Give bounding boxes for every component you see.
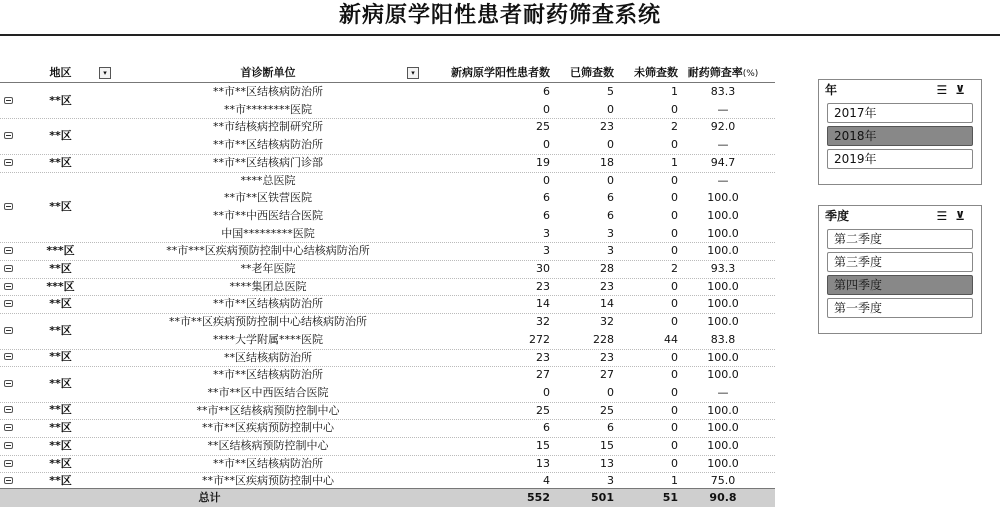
table-row xyxy=(0,349,775,367)
cell-patients: 6 xyxy=(543,191,550,205)
table-row xyxy=(0,455,775,473)
header-screened: 已筛查数 xyxy=(570,66,614,79)
cell-unscreened: 0 xyxy=(671,208,678,222)
region-label: **区 xyxy=(49,199,72,213)
total-screened: 501 xyxy=(591,491,614,504)
cell-screened: 0 xyxy=(607,138,614,152)
table-row xyxy=(0,366,775,384)
cell-screened: 0 xyxy=(607,173,614,187)
cell-patients: 6 xyxy=(543,421,550,435)
cell-unscreened: 44 xyxy=(664,332,678,346)
cell-rate: 100.0 xyxy=(707,368,739,382)
cell-unscreened: 0 xyxy=(671,279,678,293)
region-label: **区 xyxy=(49,403,72,417)
region-label: ***区 xyxy=(46,279,75,293)
quarter-slicer-item[interactable]: 第二季度 xyxy=(827,229,973,249)
unit-filter-button[interactable]: ▾ xyxy=(407,67,419,79)
cell-unscreened: 0 xyxy=(671,315,678,329)
quarter-slicer-title: 季度 xyxy=(825,209,850,223)
cell-rate: 100.0 xyxy=(707,297,739,311)
quarter-slicer-item[interactable]: 第一季度 xyxy=(827,298,973,318)
region-label: **区 xyxy=(49,155,72,169)
cell-rate: 93.3 xyxy=(710,262,736,275)
table-row xyxy=(0,189,775,207)
pivot-table xyxy=(0,64,775,488)
collapse-group-button[interactable] xyxy=(4,265,13,272)
multi-select-icon[interactable]: ☰ xyxy=(936,209,956,223)
cell-screened: 6 xyxy=(607,191,614,205)
collapse-group-button[interactable] xyxy=(4,424,13,431)
cell-unscreened: 0 xyxy=(671,456,678,470)
cell-rate: — xyxy=(717,138,729,152)
cell-rate: 100.0 xyxy=(707,350,739,364)
region-label: **区 xyxy=(49,297,72,311)
collapse-group-button[interactable] xyxy=(4,380,13,387)
region-label: **区 xyxy=(49,376,72,390)
table-row xyxy=(0,402,775,420)
cell-rate: — xyxy=(717,173,729,187)
cell-rate: 100.0 xyxy=(707,456,739,470)
cell-screened: 13 xyxy=(600,456,614,470)
cell-unit: **市**区疾病预防控制中心 xyxy=(202,474,334,488)
cell-unit: **市**区结核病门诊部 xyxy=(213,155,323,169)
cell-patients: 3 xyxy=(543,226,550,240)
region-label: **区 xyxy=(49,421,72,435)
cell-patients: 25 xyxy=(536,403,550,417)
cell-patients: 272 xyxy=(529,332,550,346)
total-label: 总计 xyxy=(198,491,221,504)
cell-screened: 32 xyxy=(600,315,614,329)
table-row xyxy=(0,331,775,349)
cell-patients: 32 xyxy=(536,315,550,329)
cell-unscreened: 0 xyxy=(671,350,678,364)
cell-unit: **区结核病防治所 xyxy=(224,350,312,364)
cell-patients: 6 xyxy=(543,208,550,222)
cell-unit: **市**区结核病防治所 xyxy=(213,138,323,152)
header-region: 地区 xyxy=(49,66,72,79)
table-row xyxy=(0,384,775,402)
header-patients: 新病原学阳性患者数 xyxy=(451,66,550,79)
table-row xyxy=(0,207,775,225)
cell-unit: **市**区结核病防治所 xyxy=(213,456,323,470)
cell-unit: **市**区结核病防治所 xyxy=(213,368,323,382)
cell-patients: 19 xyxy=(536,155,550,169)
cell-unit: **市********医院 xyxy=(224,102,312,116)
region-label: **区 xyxy=(49,323,72,337)
cell-unscreened: 0 xyxy=(671,385,678,399)
cell-unit: **市结核病控制研究所 xyxy=(213,120,323,134)
cell-unscreened: 0 xyxy=(671,421,678,435)
table-row xyxy=(0,242,775,260)
table-row xyxy=(0,101,775,119)
cell-screened: 6 xyxy=(607,421,614,435)
cell-unscreened: 0 xyxy=(671,138,678,152)
cell-rate: 100.0 xyxy=(707,191,739,205)
year-slicer-title: 年 xyxy=(825,83,838,97)
cell-screened: 27 xyxy=(600,368,614,382)
cell-rate: — xyxy=(717,385,729,399)
cell-screened: 23 xyxy=(600,350,614,364)
cell-unit: **市**区疾病预防控制中心结核病防治所 xyxy=(169,315,367,329)
total-rate: 90.8 xyxy=(709,491,737,504)
cell-screened: 14 xyxy=(600,297,614,311)
cell-screened: 18 xyxy=(600,155,614,169)
collapse-group-button[interactable] xyxy=(4,460,13,467)
quarter-slicer-header xyxy=(819,206,981,226)
table-row xyxy=(0,225,775,243)
cell-screened: 15 xyxy=(600,439,614,452)
collapse-group-button[interactable] xyxy=(4,477,13,484)
collapse-group-button[interactable] xyxy=(4,300,13,307)
table-row xyxy=(0,278,775,296)
cell-patients: 13 xyxy=(536,456,550,470)
cell-rate: 100.0 xyxy=(707,439,739,452)
quarter-slicer-item[interactable]: 第三季度 xyxy=(827,252,973,272)
region-label: **区 xyxy=(49,261,72,275)
cell-unit: **老年医院 xyxy=(240,262,296,275)
cell-patients: 23 xyxy=(536,350,550,364)
cell-screened: 3 xyxy=(607,474,614,488)
cell-rate: 83.8 xyxy=(710,332,736,346)
cell-patients: 0 xyxy=(543,102,550,116)
table-row xyxy=(0,118,775,136)
cell-unscreened: 0 xyxy=(671,403,678,417)
cell-screened: 5 xyxy=(607,85,614,98)
cell-patients: 0 xyxy=(543,173,550,187)
cell-rate: 94.7 xyxy=(710,155,736,169)
cell-unscreened: 1 xyxy=(671,85,678,98)
cell-screened: 228 xyxy=(593,332,614,346)
cell-unscreened: 0 xyxy=(671,297,678,311)
cell-unscreened: 0 xyxy=(671,244,678,258)
table-row xyxy=(0,313,775,331)
cell-unit: **市**区中西医结合医院 xyxy=(207,385,329,399)
table-row xyxy=(0,172,775,190)
total-unscreened: 51 xyxy=(662,491,678,504)
total-row xyxy=(0,488,775,507)
collapse-group-button[interactable] xyxy=(4,159,13,166)
cell-screened: 3 xyxy=(607,244,614,258)
collapse-group-button[interactable] xyxy=(4,327,13,334)
cell-screened: 25 xyxy=(600,403,614,417)
region-label: **区 xyxy=(49,438,72,452)
cell-rate: 100.0 xyxy=(707,279,739,293)
region-label: **区 xyxy=(49,350,72,364)
cell-patients: 25 xyxy=(536,120,550,134)
region-label: **区 xyxy=(49,129,72,143)
cell-rate: 100.0 xyxy=(707,403,739,417)
cell-unit: **区结核病预防控制中心 xyxy=(207,439,329,452)
header-unit: 首诊断单位 xyxy=(240,66,296,79)
cell-unit: **市**区疾病预防控制中心 xyxy=(202,421,334,435)
year-slicer-item[interactable]: 2017年 xyxy=(827,103,973,123)
cell-patients: 30 xyxy=(536,262,550,275)
table-row xyxy=(0,154,775,172)
cell-unit: **市**区结核病防治所 xyxy=(213,297,323,311)
region-label: ***区 xyxy=(46,244,75,258)
table-row xyxy=(0,136,775,154)
cell-rate: 83.3 xyxy=(710,85,736,98)
cell-patients: 0 xyxy=(543,138,550,152)
cell-patients: 15 xyxy=(536,439,550,452)
cell-unit: **市**中西医结合医院 xyxy=(213,208,323,222)
title-divider xyxy=(0,34,1000,36)
collapse-group-button[interactable] xyxy=(4,406,13,413)
cell-patients: 27 xyxy=(536,368,550,382)
multi-select-icon[interactable]: ☰ xyxy=(936,83,956,97)
cell-patients: 0 xyxy=(543,385,550,399)
cell-unit: **市**区铁营医院 xyxy=(224,191,312,205)
pivot-header-row xyxy=(0,64,775,83)
cell-patients: 14 xyxy=(536,297,550,311)
year-slicer-items xyxy=(819,103,981,169)
cell-rate: 100.0 xyxy=(707,244,739,258)
cell-rate: 100.0 xyxy=(707,315,739,329)
cell-rate: 100.0 xyxy=(707,226,739,240)
page-title: 新病原学阳性患者耐药筛查系统 xyxy=(338,2,661,28)
cell-rate: — xyxy=(717,102,729,116)
year-slicer xyxy=(818,79,982,185)
cell-unscreened: 1 xyxy=(671,474,678,488)
cell-unit: **市**区结核病预防控制中心 xyxy=(196,403,340,417)
cell-unscreened: 0 xyxy=(671,226,678,240)
cell-unit: ****总医院 xyxy=(240,173,296,187)
cell-rate: 100.0 xyxy=(707,421,739,435)
collapse-group-button[interactable] xyxy=(4,97,13,104)
cell-rate: 100.0 xyxy=(707,208,739,222)
quarter-slicer xyxy=(818,205,982,334)
cell-unit: ****集团总医院 xyxy=(229,279,307,293)
header-unscreened: 未筛查数 xyxy=(634,66,678,79)
header-rate-label: 耐药筛查率 xyxy=(687,66,743,79)
table-row xyxy=(0,83,775,101)
year-slicer-icons xyxy=(936,80,973,100)
cell-unit: ****大学附属****医院 xyxy=(213,332,323,346)
cell-unscreened: 0 xyxy=(671,102,678,116)
table-row xyxy=(0,260,775,278)
region-filter-button[interactable]: ▾ xyxy=(99,67,111,79)
cell-patients: 4 xyxy=(543,474,550,488)
collapse-group-button[interactable] xyxy=(4,353,13,360)
cell-patients: 23 xyxy=(536,279,550,293)
collapse-group-button[interactable] xyxy=(4,283,13,290)
cell-rate: 75.0 xyxy=(710,474,736,488)
cell-screened: 0 xyxy=(607,102,614,116)
clear-filter-icon[interactable]: ⊻ xyxy=(955,209,973,223)
cell-unscreened: 0 xyxy=(671,173,678,187)
table-row xyxy=(0,419,775,437)
cell-screened: 3 xyxy=(607,226,614,240)
collapse-group-button[interactable] xyxy=(4,442,13,449)
cell-unscreened: 2 xyxy=(671,262,678,275)
year-slicer-item[interactable]: 2019年 xyxy=(827,149,973,169)
quarter-slicer-items xyxy=(819,229,981,318)
total-patients: 552 xyxy=(527,491,550,504)
region-label: **区 xyxy=(49,456,72,470)
collapse-group-button[interactable] xyxy=(4,132,13,139)
cell-unscreened: 2 xyxy=(671,120,678,134)
cell-unscreened: 1 xyxy=(671,155,678,169)
cell-unscreened: 0 xyxy=(671,191,678,205)
region-label: **区 xyxy=(49,474,72,488)
cell-screened: 0 xyxy=(607,385,614,399)
cell-unit: 中国*********医院 xyxy=(221,226,315,240)
cell-rate: 92.0 xyxy=(710,120,736,134)
cell-unit: **市***区疾病预防控制中心结核病防治所 xyxy=(166,244,370,258)
header-rate xyxy=(678,64,768,83)
region-label: **区 xyxy=(49,93,72,107)
year-slicer-header xyxy=(819,80,981,100)
cell-screened: 28 xyxy=(600,262,614,275)
clear-filter-icon[interactable]: ⊻ xyxy=(955,83,973,97)
collapse-group-button[interactable] xyxy=(4,247,13,254)
cell-unit: **市**区结核病防治所 xyxy=(213,85,323,98)
year-slicer-item[interactable]: 2018年 xyxy=(827,126,973,146)
table-row xyxy=(0,437,775,455)
cell-screened: 23 xyxy=(600,120,614,134)
cell-unscreened: 0 xyxy=(671,368,678,382)
collapse-group-button[interactable] xyxy=(4,203,13,210)
cell-screened: 6 xyxy=(607,208,614,222)
cell-unscreened: 0 xyxy=(671,439,678,452)
quarter-slicer-icons xyxy=(936,206,973,226)
cell-screened: 23 xyxy=(600,279,614,293)
cell-patients: 3 xyxy=(543,244,550,258)
table-row xyxy=(0,295,775,313)
header-rate-unit: (%) xyxy=(742,69,759,79)
cell-patients: 6 xyxy=(543,85,550,98)
quarter-slicer-item[interactable]: 第四季度 xyxy=(827,275,973,295)
